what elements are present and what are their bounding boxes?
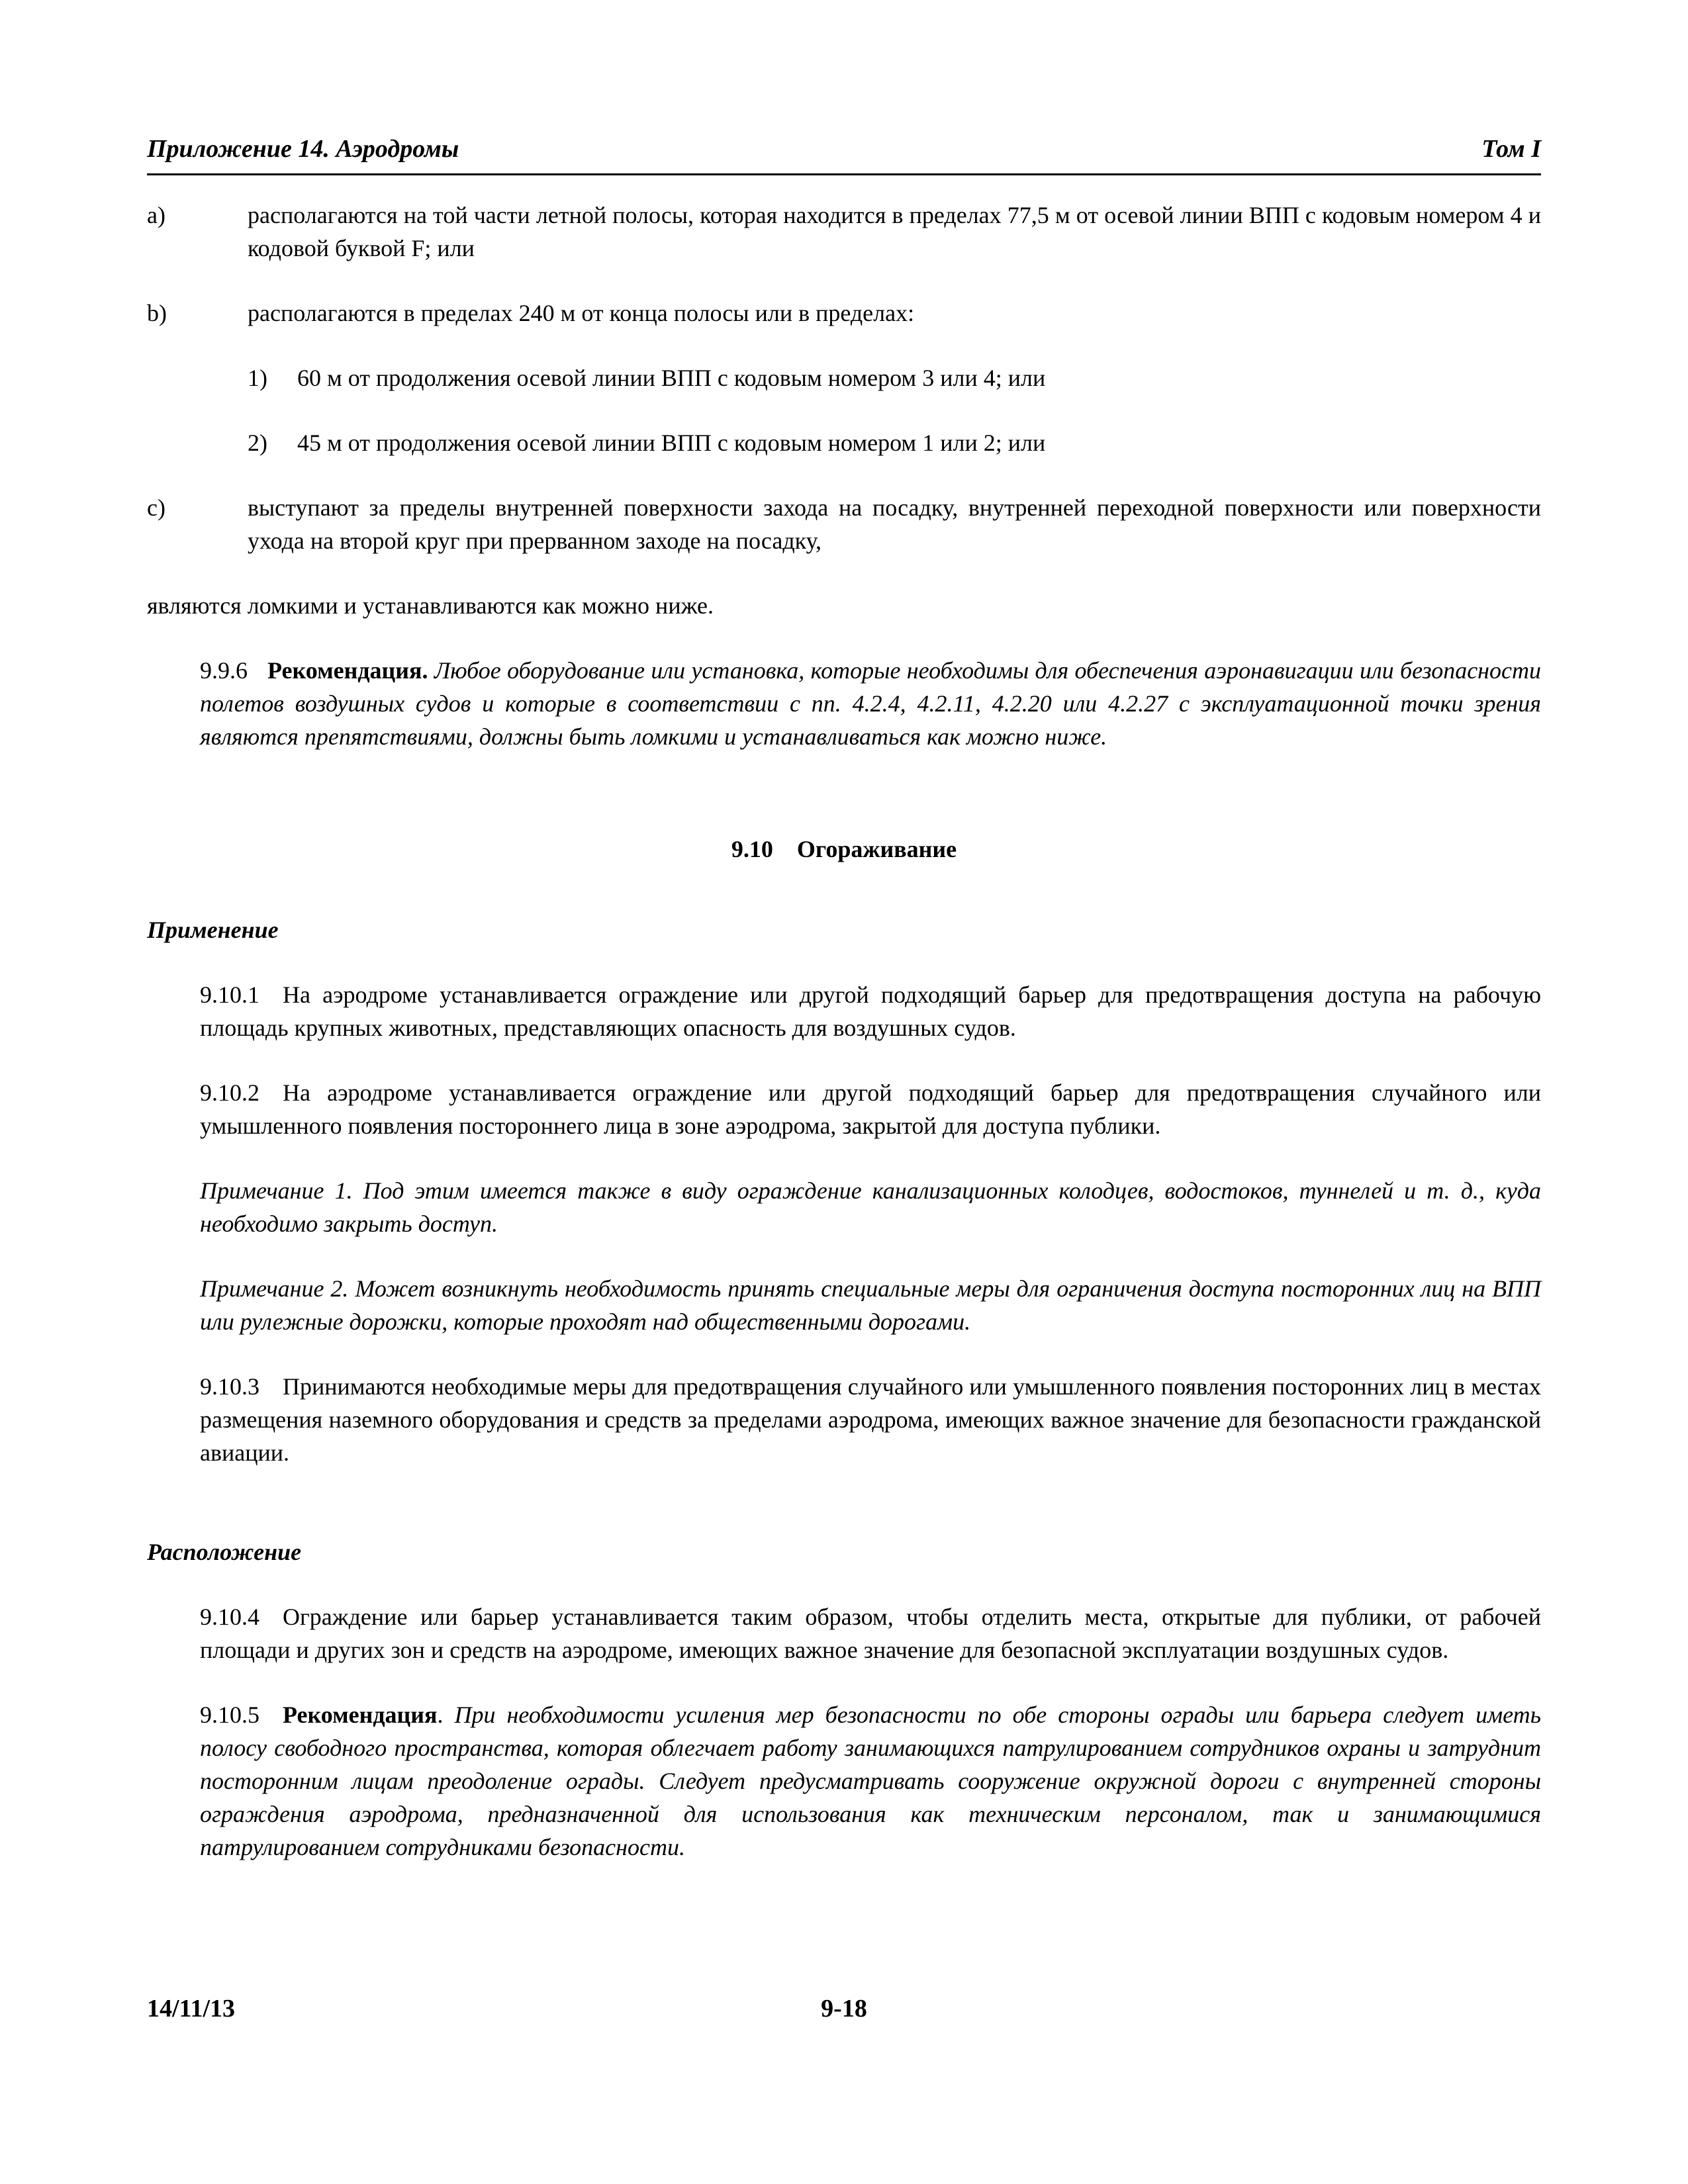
section-title	[147, 833, 1541, 866]
paragraph-9-10-4	[147, 1600, 1541, 1666]
subheading-location: Расположение	[147, 1539, 302, 1565]
sublist-item-1	[147, 361, 1541, 394]
sublist-marker: 1)	[248, 365, 267, 391]
paragraph-9-10-5: 9.10.5 Рекомендация. При необходимости усиления мер безопасности по обе стороны ограды или барьера следует иметь полосу свободного пространства, которая облегчает работу занимающихся патрулированием сотрудников охраны и затруднит посторонним лицам преодоление ограды. Следует предусматривать сооружение окружной дороги с внутренней стороны ограждения аэродрома, предназначенной для использования как техническим персоналом, так и занимающимися патрулированием сотрудниками безопасности.	[147, 1698, 1541, 1864]
sublist-text: 60 м от продолжения осевой линии ВПП с кодовым номером 3 или 4; или	[297, 365, 1046, 391]
recommendation-label: Рекомендация	[283, 1702, 438, 1728]
list-marker: a)	[147, 202, 165, 228]
page-content	[147, 199, 1541, 1895]
list-text: располагаются на той части летной полосы, которая находится в пределах 77,5 м от осевой линии ВПП с кодовым номером 4 и кодовой буквой F; или	[248, 202, 1541, 261]
paragraph-text: На аэродроме устанавливается ограждение или другой подходящий барьер для предотвращения случайного или умышленного появления постороннего лица в зоне аэродрома, закрытой для доступа публики.	[200, 1079, 1541, 1139]
subheading-application: Применение	[147, 917, 279, 943]
document-page	[147, 0, 1541, 2184]
list-conclusion: являются ломкими и устанавливаются как можно ниже.	[147, 592, 714, 619]
paragraph-number: 9.10.2	[200, 1079, 259, 1106]
section-name: Огораживание	[796, 836, 957, 862]
footer-page-number: 9-18	[821, 1995, 867, 2023]
paragraph-text: Ограждение или барьер устанавливается таким образом, чтобы отделить места, открытые для публики, от рабочей площади и других зон и средств на аэродроме, имеющих важное значение для безопасной эксплуатации воздушных судов.	[200, 1604, 1541, 1663]
paragraph-text: На аэродроме устанавливается ограждение или другой подходящий барьер для предотвращения доступа на рабочую площадь крупных животных, представляющих опасность для воздушных судов.	[200, 981, 1541, 1041]
list-text: выступают за пределы внутренней поверхности захода на посадку, внутренней переходной поверхности или поверхности ухода на второй круг при прерванном заходе на посадку,	[248, 494, 1541, 554]
paragraph-9-10-1	[147, 978, 1541, 1044]
paragraph-number: 9.10.5	[200, 1702, 259, 1728]
sublist-marker: 2)	[248, 430, 267, 456]
recommendation-label: Рекомендация.	[267, 657, 428, 684]
paragraph-number: 9.10.1	[200, 981, 259, 1008]
list-item-b	[147, 296, 1541, 330]
note-1: Примечание 1. Под этим имеется также в виду ограждение канализационных колодцев, водостоков, туннелей и т. д., куда необходимо закрыть доступ.	[200, 1177, 1541, 1237]
paragraph-text: Любое оборудование или установка, которые необходимы для обеспечения аэронавигации или безопасности полетов воздушных судов и которые в соответствии с пп. 4.2.4, 4.2.11, 4.2.20 или 4.2.27 с эксплуатационной точки зрения являются препятствиями, должны быть ломкими и устанавливаться как можно ниже.	[200, 657, 1542, 750]
page-header	[147, 132, 1541, 175]
paragraph-text: При необходимости усиления мер безопасности по обе стороны ограды или барьера следует иметь полосу свободного пространства, которая облегчает работу занимающихся патрулированием сотрудников охраны и затруднит посторонним лицам преодоление ограды. Следует предусматривать сооружение окружной дороги с внутренней стороны ограждения аэродрома, предназначенной для использования как техническим персоналом, так и занимающимися патрулированием сотрудниками безопасности.	[200, 1702, 1542, 1860]
paragraph-text: Принимаются необходимые меры для предотвращения случайного или умышленного появления посторонних лиц в местах размещения наземного оборудования и средств за пределами аэродрома, имеющих важное значение для безопасности гражданской авиации.	[200, 1373, 1541, 1466]
sublist-item-2	[147, 426, 1541, 459]
paragraph-9-9-6	[147, 654, 1541, 753]
sublist-text: 45 м от продолжения осевой линии ВПП с кодовым номером 1 или 2; или	[297, 430, 1046, 456]
note-2: Примечание 2. Может возникнуть необходимость принять специальные меры для ограничения доступа посторонних лиц на ВПП или рулежные дорожки, которые проходят над общественными дорогами.	[200, 1275, 1541, 1335]
list-item-a	[147, 199, 1541, 265]
list-item-c	[147, 491, 1541, 557]
paragraph-number: 9.9.6	[200, 657, 248, 684]
header-volume: Том I	[1481, 135, 1541, 163]
paragraph-number: 9.10.4	[200, 1604, 259, 1630]
list-marker: b)	[147, 300, 167, 326]
section-number: 9.10	[731, 836, 773, 862]
footer-date: 14/11/13	[147, 1995, 236, 2023]
page-footer	[147, 1992, 1541, 2025]
list-text: располагаются в пределах 240 м от конца полосы или в пределах:	[248, 300, 915, 326]
header-title: Приложение 14. Аэродромы	[147, 135, 459, 163]
list-marker: c)	[147, 494, 165, 521]
paragraph-9-10-2	[147, 1076, 1541, 1142]
paragraph-number: 9.10.3	[200, 1373, 259, 1400]
paragraph-9-10-3	[147, 1370, 1541, 1469]
